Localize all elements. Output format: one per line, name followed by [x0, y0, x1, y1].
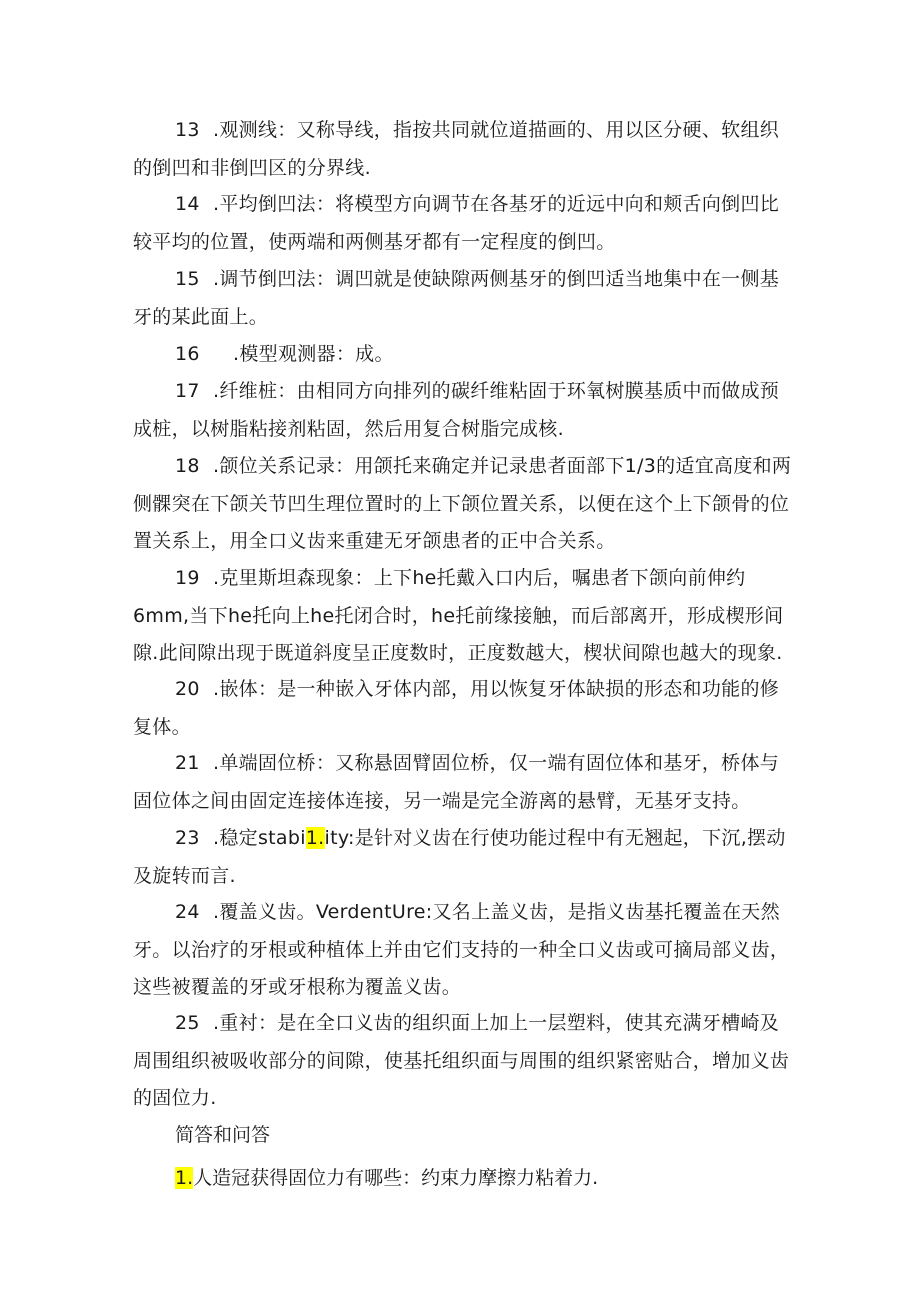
entry-text-end: ity:是针对义齿在行使功能过程中有无翘起，下沉,摆动及旋转而言.	[133, 827, 786, 887]
entry-text: .嵌体：是一种嵌入牙体内部，用以恢复牙体缺损的形态和功能的修复体。	[133, 678, 780, 738]
entry-text: .纤维桩：由相同方向排列的碳纤维粘固于环氧树膜基质中而做成预成桩，以树脂粘接剂粘固，然后用复合树脂完成核.	[133, 380, 780, 440]
qa-item-1	[175, 1160, 598, 1197]
entry-17	[133, 373, 795, 448]
entry-number: 18	[175, 455, 200, 477]
section-heading: 简答和问答	[175, 1124, 271, 1146]
entry-text: .模型观测器：成。	[233, 343, 394, 365]
entry-16	[133, 336, 795, 374]
entry-number: 14	[175, 193, 200, 215]
entry-number: 17	[175, 380, 200, 402]
entry-number: 19	[175, 567, 200, 589]
entry-number: 13	[175, 119, 200, 141]
entry-21	[133, 745, 795, 820]
entry-14	[133, 186, 795, 261]
entry-number: 20	[175, 678, 200, 700]
entry-text: .平均倒凹法：将模型方向调节在各基牙的近远中向和颊舌向倒凹比较平均的位置，使两端和两侧基牙都有一定程度的倒凹。	[133, 193, 780, 253]
entry-20	[133, 671, 795, 746]
entry-23	[133, 820, 795, 895]
entry-number: 16	[175, 343, 200, 365]
entry-text: .覆盖义齿。VerdentUre:又名上盖义齿，是指义齿基托覆盖在天然牙。以治疗的牙根或种植体上并由它们支持的一种全口义齿或可摘局部义齿，这些被覆盖的牙或牙根称为覆盖义齿。	[133, 901, 790, 998]
entry-text: .单端固位桥：又称悬固臂固位桥，仅一端有固位体和基牙，桥体与固位体之间由固定连接体连接，另一端是完全游离的悬臂，无基牙支持。	[133, 752, 780, 812]
entry-25	[133, 1005, 795, 1118]
qa-number: 1.	[175, 1167, 194, 1189]
entry-text: .重衬：是在全口义齿的组织面上加上一层塑料，使其充满牙槽崎及周围组织被吸收部分的间隙，使基托组织面与周围的组织紧密贴合，增加义齿的固位力.	[133, 1012, 790, 1109]
entry-text-start: .稳定stabi	[213, 827, 306, 849]
entry-text: .调节倒凹法：调凹就是使缺隙两侧基牙的倒凹适当地集中在一侧基牙的某此面上。	[133, 268, 780, 328]
entry-text: .颌位关系记录：用颌托来确定并记录患者面部下1/3的适宜高度和两侧髁突在下颌关节凹生理位置时的上下颌位置关系，以便在这个上下颌骨的位置关系上，用全口义齿来重建无牙颌患者的正中合关系。	[133, 455, 792, 552]
entry-24	[133, 894, 795, 1007]
entry-number: 15	[175, 268, 200, 290]
entry-15	[133, 261, 795, 336]
entry-13	[133, 112, 795, 187]
entry-text: .观测线：又称导线，指按共同就位道描画的、用以区分硬、软组织的倒凹和非倒凹区的分界线.	[133, 119, 780, 179]
qa-text: 人造冠获得固位力有哪些：约束力摩擦力粘着力.	[193, 1167, 599, 1189]
entry-number: 23	[175, 827, 200, 849]
entry-number: 24	[175, 901, 200, 923]
entry-number: 25	[175, 1012, 200, 1034]
entry-19	[133, 560, 795, 673]
entry-number: 21	[175, 752, 200, 774]
entry-18	[133, 448, 795, 561]
highlighted-text: 1.	[305, 827, 325, 849]
entry-text: .克里斯坦森现象：上下he托戴入口内后，嘱患者下颌向前伸约6mm,当下he托向上he托闭合时，he托前缘接触，而后部离开，形成楔形间隙.此间隙出现于既道斜度呈正度数时，正度数越大，楔状间隙也越大的现象.	[133, 567, 784, 664]
